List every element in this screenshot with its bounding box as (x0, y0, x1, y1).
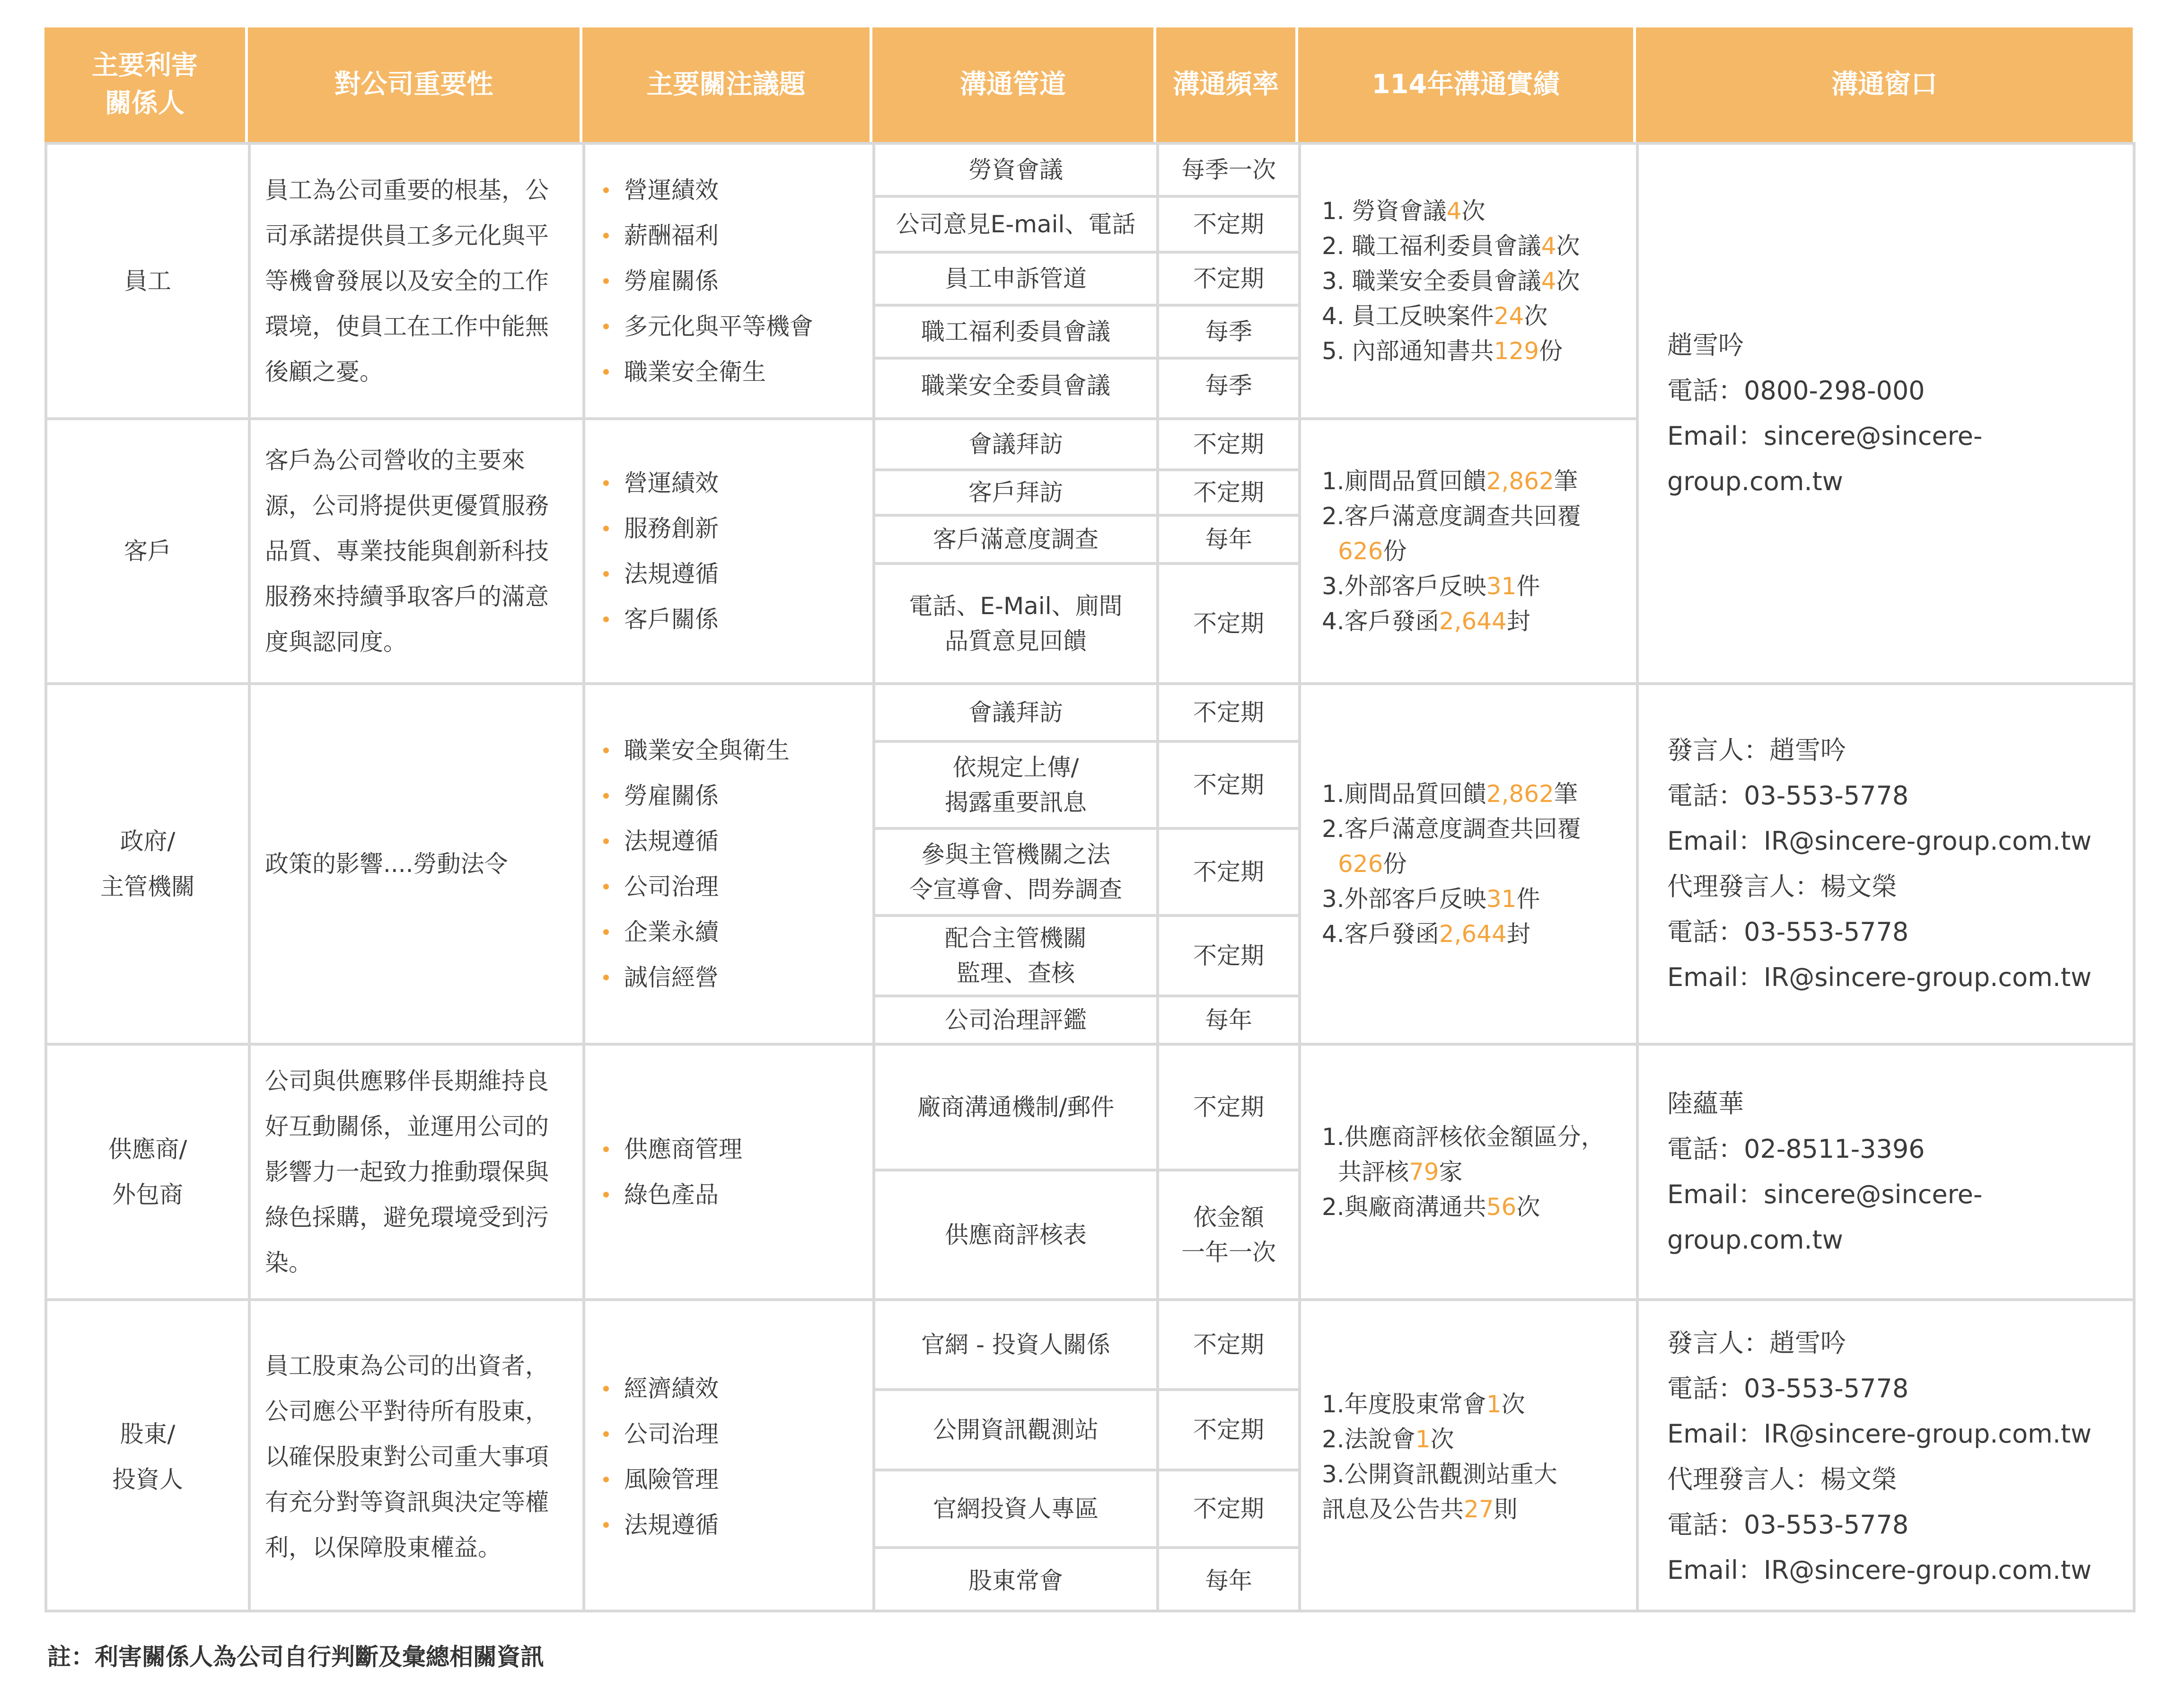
result-line: 626份 (1338, 537, 1407, 565)
contact-line: Email：sincere@sincere- (1667, 1180, 1983, 1209)
stakeholder-cell: 客戶 (44, 417, 248, 682)
channel-item: 公司治理評鑑 (875, 995, 1156, 1043)
results-list (1322, 464, 1581, 639)
result-line: 1.廁間品質回饋2,862筆 (1322, 467, 1578, 495)
result-line: 3.外部客戶反映31件 (1322, 885, 1540, 913)
header-importance: 對公司重要性 (248, 27, 582, 142)
importance-text: 政策的影響....勞動法令 (265, 850, 508, 878)
results-list (1322, 1387, 1557, 1527)
header-contact: 溝通窗口 (1636, 27, 2136, 142)
contact-line: 趙雪吟 (1667, 330, 1744, 360)
channel-item: 客戶拜訪 (875, 468, 1156, 514)
contact-line: 陸蘊華 (1667, 1089, 1744, 1118)
contact-list (1667, 323, 1982, 504)
frequency-item: 不定期 (1193, 1331, 1264, 1358)
contact-line: 電話：03-553-5778 (1667, 1373, 1909, 1403)
frequency-item: 每季 (1159, 304, 1298, 357)
results-list (1322, 776, 1581, 951)
importance-cell (248, 1043, 582, 1298)
result-number: 56 (1486, 1193, 1517, 1221)
header-channels: 溝通管道 (872, 27, 1156, 142)
topics-cell (582, 1043, 872, 1298)
stakeholder-cell: 政府/ 主管機關 (44, 682, 248, 1043)
frequency-item: 不定期 (1193, 1093, 1264, 1121)
frequency-stack (1159, 1301, 1298, 1612)
frequency-item: 每季一次 (1181, 156, 1276, 184)
channel-item: 客戶滿意度調查 (875, 514, 1156, 562)
result-line: 4.客戶發函2,644封 (1322, 920, 1530, 948)
frequency-stack (1159, 1046, 1298, 1298)
contact-cell (1636, 142, 2136, 682)
frequency-stack (1159, 420, 1298, 682)
topics-list (585, 167, 813, 395)
results-cell (1298, 417, 1636, 682)
frequency-item: 每季 (1159, 357, 1298, 412)
channel-item: 依規定上傳/ 揭露重要訊息 (875, 740, 1156, 827)
result-number: 2,862 (1486, 467, 1554, 495)
channels-stack (875, 145, 1156, 417)
frequency-stack (1159, 145, 1298, 417)
result-number: 2,644 (1439, 607, 1507, 635)
stakeholder-cell: 供應商/ 外包商 (44, 1043, 248, 1298)
topic-item: 風險管理 (603, 1457, 719, 1502)
result-line: 4. 員工反映案件24次 (1322, 302, 1548, 330)
frequency-item: 依金額 一年一次 (1159, 1169, 1298, 1298)
stakeholder-cell: 員工 (44, 142, 248, 417)
channel-item: 官網 - 投資人關係 (921, 1331, 1110, 1358)
channel-item: 職業安全委員會議 (875, 357, 1156, 412)
channel-item: 會議拜訪 (968, 431, 1063, 458)
topic-item: 供應商管理 (603, 1127, 742, 1172)
topic-item: 公司治理 (603, 864, 790, 909)
contact-line: 代理發言人：楊文榮 (1667, 872, 1897, 901)
contact-line: Email：IR@sincere-group.com.tw (1667, 962, 2092, 992)
importance-text: 客戶為公司營收的主要來源，公司將提供更優質服務品質、專業技能與創新科技服務來持續爭取客戶的滿意度與認同度。 (265, 447, 549, 656)
stakeholder-cell: 股東/ 投資人 (44, 1298, 248, 1612)
result-number: 79 (1409, 1158, 1439, 1186)
importance-text: 公司與供應夥伴長期維持良好互動關係，並運用公司的影響力一起致力推動環保與綠色採購，避免環境受到污染。 (265, 1067, 549, 1277)
channel-item: 官網投資人專區 (875, 1469, 1156, 1546)
results-cell (1298, 142, 1636, 417)
result-line: 2.客戶滿意度調查共回覆 (1322, 502, 1581, 530)
contact-line: group.com.tw (1667, 467, 1843, 496)
topics-cell (582, 1298, 872, 1612)
importance-text: 員工股東為公司的出資者，公司應公平對待所有股東，以確保股東對公司重大事項有充分對等資訊與決定等權利，以保障股東權益。 (265, 1352, 549, 1561)
stakeholder-table (44, 27, 2136, 1612)
importance-cell (248, 682, 582, 1043)
results-cell (1298, 1298, 1636, 1612)
channels-cell (872, 142, 1156, 417)
topic-item: 薪酬福利 (603, 213, 813, 258)
header-stakeholder: 主要利害 關係人 (44, 27, 248, 142)
importance-text: 員工為公司重要的根基，公司承諾提供員工多元化與平等機會發展以及安全的工作環境，使員工在工作中能無後顧之憂。 (265, 176, 549, 386)
frequency-cell (1156, 682, 1298, 1043)
channels-stack (875, 1301, 1156, 1612)
frequency-item: 不定期 (1193, 431, 1264, 458)
header-topics: 主要關注議題 (582, 27, 872, 142)
result-number: 31 (1486, 885, 1517, 913)
frequency-cell (1156, 1043, 1298, 1298)
topic-item: 職業安全衛生 (603, 349, 813, 395)
topic-item: 營運績效 (603, 167, 813, 213)
frequency-cell (1156, 417, 1298, 682)
frequency-cell (1156, 142, 1298, 417)
topic-item: 企業永續 (603, 909, 790, 955)
result-line: 5. 內部通知書共129份 (1322, 337, 1563, 365)
channel-item: 勞資會議 (968, 156, 1063, 184)
result-line: 1.廁間品質回饋2,862筆 (1322, 780, 1578, 808)
topic-item: 經濟績效 (603, 1366, 719, 1411)
topic-item: 法規遵循 (603, 551, 719, 597)
frequency-item: 不定期 (1159, 827, 1298, 914)
topics-cell (582, 142, 872, 417)
result-line: 1.年度股東常會1次 (1322, 1391, 1525, 1418)
header-frequency: 溝通頻率 (1156, 27, 1298, 142)
topics-list (585, 728, 790, 1000)
channel-item: 股東常會 (875, 1546, 1156, 1612)
result-line: 1.供應商評核依金額區分， (1322, 1123, 1605, 1151)
results-list (1322, 194, 1580, 369)
topics-cell (582, 417, 872, 682)
topic-item: 公司治理 (603, 1411, 719, 1457)
channel-item: 公開資訊觀測站 (875, 1388, 1156, 1469)
result-line: 4.客戶發函2,644封 (1322, 607, 1530, 635)
contact-list (1667, 1081, 1982, 1263)
channel-item: 公司意見E-mail、電話 (875, 195, 1156, 251)
channels-stack (875, 685, 1156, 1043)
contact-line: Email：sincere@sincere- (1667, 421, 1983, 451)
channel-item: 職工福利委員會議 (875, 304, 1156, 357)
importance-cell (248, 417, 582, 682)
channel-item: 員工申訴管道 (875, 251, 1156, 304)
result-line: 2.法說會1次 (1322, 1426, 1454, 1453)
topic-item: 法規遵循 (603, 1502, 719, 1548)
topic-item: 法規遵循 (603, 819, 790, 864)
channels-cell (872, 417, 1156, 682)
importance-cell (248, 1298, 582, 1612)
channel-item: 電話、E-Mail、廁間 品質意見回饋 (875, 562, 1156, 682)
results-cell (1298, 1043, 1636, 1298)
channels-stack (875, 1046, 1156, 1298)
result-number: 2,644 (1439, 920, 1507, 948)
channel-item: 會議拜訪 (968, 699, 1063, 726)
result-line: 2. 職工福利委員會議4次 (1322, 232, 1580, 260)
topic-item: 誠信經營 (603, 955, 790, 1000)
result-line: 訊息及公告共27則 (1322, 1496, 1518, 1523)
result-number: 4 (1541, 267, 1556, 295)
result-number: 31 (1486, 572, 1517, 600)
topics-list (585, 1127, 742, 1217)
channels-cell (872, 1298, 1156, 1612)
frequency-item: 每年 (1159, 514, 1298, 562)
frequency-item: 每年 (1159, 1546, 1298, 1612)
results-list (1322, 1119, 1605, 1224)
frequency-item: 不定期 (1159, 251, 1298, 304)
contact-line: 電話：03-553-5778 (1667, 917, 1909, 947)
frequency-item: 不定期 (1159, 195, 1298, 251)
frequency-item: 每年 (1159, 995, 1298, 1043)
topic-item: 客戶關係 (603, 597, 719, 642)
result-line: 1. 勞資會議4次 (1322, 197, 1486, 225)
topic-item: 多元化與平等機會 (603, 304, 813, 349)
channels-cell (872, 1043, 1156, 1298)
result-number: 129 (1494, 337, 1539, 365)
frequency-item: 不定期 (1193, 699, 1264, 726)
contact-line: Email：IR@sincere-group.com.tw (1667, 826, 2092, 856)
result-number: 24 (1494, 302, 1524, 330)
contact-line: 電話：0800-298-000 (1667, 376, 1925, 405)
frequency-stack (1159, 685, 1298, 1043)
frequency-item: 不定期 (1159, 914, 1298, 995)
topics-cell (582, 682, 872, 1043)
frequency-item: 不定期 (1159, 1469, 1298, 1546)
frequency-cell (1156, 1298, 1298, 1612)
channel-item: 參與主管機關之法 令宣導會、問券調查 (875, 827, 1156, 914)
channel-item: 配合主管機關 監理、查核 (875, 914, 1156, 995)
importance-cell (248, 142, 582, 417)
contact-list (1667, 728, 2092, 1000)
contact-line: Email：IR@sincere-group.com.tw (1667, 1419, 2092, 1449)
channel-item: 廠商溝通機制/郵件 (917, 1093, 1115, 1121)
result-number: 4 (1541, 232, 1556, 260)
topic-item: 職業安全與衛生 (603, 728, 790, 773)
contact-line: 電話：03-553-5778 (1667, 1510, 1909, 1540)
topic-item: 勞雇關係 (603, 258, 813, 304)
result-line: 626份 (1338, 850, 1407, 878)
topic-item: 營運績效 (603, 460, 719, 506)
result-number: 1 (1415, 1426, 1431, 1453)
channels-stack (875, 420, 1156, 682)
frequency-item: 不定期 (1159, 562, 1298, 682)
topics-list (585, 1366, 719, 1548)
topic-item: 勞雇關係 (603, 773, 790, 819)
result-number: 27 (1464, 1496, 1494, 1523)
channels-cell (872, 682, 1156, 1043)
contact-cell (1636, 1043, 2136, 1298)
contact-line: 電話：03-553-5778 (1667, 781, 1909, 810)
contact-line: 電話：02-8511-3396 (1667, 1134, 1925, 1164)
contact-cell (1636, 1298, 2136, 1612)
contact-line: 發言人：趙雪吟 (1667, 735, 1846, 765)
contact-line: 代理發言人：楊文榮 (1667, 1464, 1897, 1494)
channel-item: 供應商評核表 (875, 1169, 1156, 1298)
result-line: 3.公開資訊觀測站重大 (1322, 1461, 1557, 1488)
contact-line: Email：IR@sincere-group.com.tw (1667, 1555, 2092, 1585)
contact-line: group.com.tw (1667, 1225, 1843, 1255)
result-line: 共評核79家 (1338, 1158, 1463, 1186)
frequency-item: 不定期 (1159, 740, 1298, 827)
result-number: 2,862 (1486, 780, 1554, 808)
result-number: 626 (1338, 850, 1383, 878)
topic-item: 服務創新 (603, 506, 719, 551)
result-line: 3. 職業安全委員會議4次 (1322, 267, 1580, 295)
topics-list (585, 460, 719, 642)
contact-cell (1636, 682, 2136, 1043)
results-cell (1298, 682, 1636, 1043)
result-line: 2.與廠商溝通共56次 (1322, 1193, 1540, 1221)
frequency-item: 不定期 (1159, 468, 1298, 514)
frequency-item: 不定期 (1159, 1388, 1298, 1469)
contact-line: 發言人：趙雪吟 (1667, 1328, 1846, 1358)
result-number: 626 (1338, 537, 1383, 565)
result-line: 3.外部客戶反映31件 (1322, 572, 1540, 600)
header-results: 114年溝通實績 (1298, 27, 1636, 142)
result-number: 1 (1486, 1391, 1502, 1418)
contact-list (1667, 1321, 2092, 1593)
result-line: 2.客戶滿意度調查共回覆 (1322, 815, 1581, 843)
result-number: 4 (1446, 197, 1462, 225)
topic-item: 綠色產品 (603, 1172, 742, 1217)
footnote: 註：利害關係人為公司自行判斷及彙總相關資訊 (47, 1643, 544, 1671)
